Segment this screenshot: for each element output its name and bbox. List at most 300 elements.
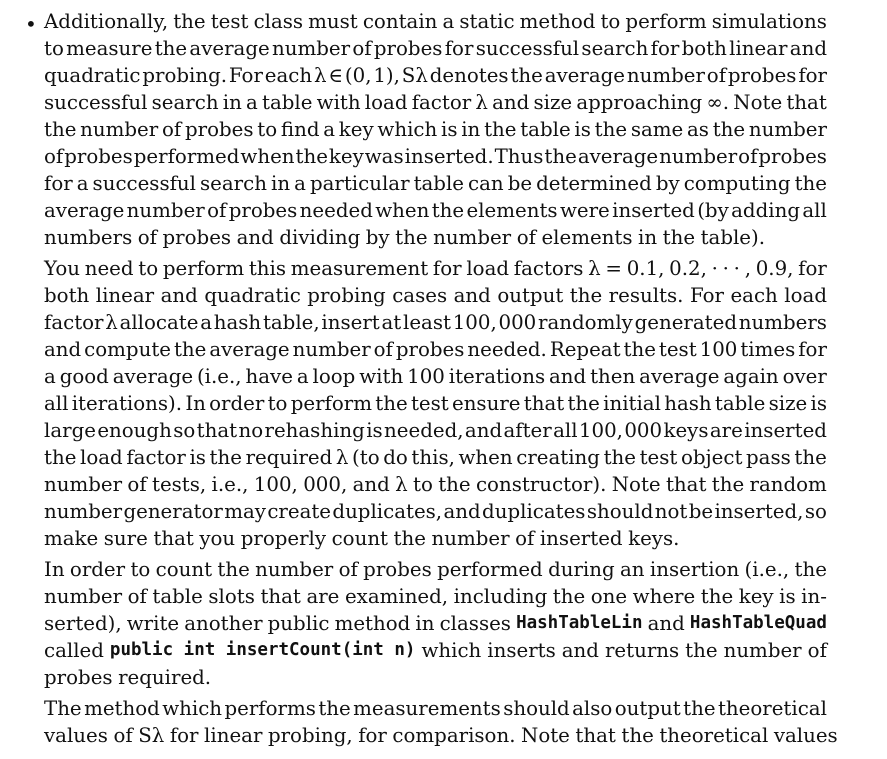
word: factor (411, 91, 472, 114)
word: λ (395, 473, 408, 496)
word: order (209, 392, 265, 415)
word: search (151, 91, 219, 114)
word: · (722, 257, 729, 280)
word: For (228, 64, 263, 87)
word: and (647, 612, 685, 635)
word: (by (697, 199, 729, 222)
word: results. (608, 284, 684, 307)
word: where (632, 585, 696, 608)
text-line (44, 610, 827, 637)
word: average (112, 365, 194, 388)
word: so (804, 500, 827, 523)
word: successful (44, 91, 148, 114)
word: number (126, 199, 205, 222)
word: is (441, 118, 458, 141)
word: is (574, 118, 591, 141)
word: method (519, 10, 596, 33)
word: the (510, 64, 543, 87)
word: Sλ (401, 64, 428, 87)
word: to (257, 118, 278, 141)
word: randomly (538, 311, 633, 334)
word: public (267, 612, 330, 635)
word: insertion (649, 558, 740, 581)
word: that (196, 419, 238, 442)
word: average (189, 37, 270, 60)
word: table (413, 172, 465, 195)
word: perform (290, 392, 373, 415)
word: was (364, 145, 404, 168)
word: probes (184, 118, 254, 141)
word: inserted. (404, 145, 494, 168)
word: and (464, 419, 503, 442)
word: average (639, 365, 720, 388)
word: method (84, 697, 160, 720)
word: times (740, 338, 796, 361)
word: ensure (451, 392, 521, 415)
word: are (306, 585, 340, 608)
word: measure (66, 37, 153, 60)
word: count (155, 558, 213, 581)
word: again (723, 365, 779, 388)
word: 000 (498, 311, 537, 334)
word: by (655, 172, 680, 195)
word: to (600, 10, 621, 33)
word: particular (309, 172, 410, 195)
word: a (442, 10, 455, 33)
text-line (44, 170, 827, 197)
text-line (44, 255, 827, 282)
word: average (209, 338, 290, 361)
word: for (444, 37, 474, 60)
paragraph-insert-count (44, 556, 827, 691)
word: 100, (578, 419, 623, 442)
word: probes (373, 37, 443, 60)
word: be (688, 500, 714, 523)
word: tests, (152, 473, 207, 496)
word: hash (664, 392, 712, 415)
code-term: HashTableLin (516, 613, 643, 633)
word: 100, (253, 473, 298, 496)
word: , (744, 257, 751, 280)
word: number (255, 558, 334, 581)
word: successful (475, 37, 580, 60)
word: · (711, 257, 718, 280)
word: create (267, 500, 332, 523)
word: factor (126, 446, 186, 469)
word: output (614, 697, 681, 720)
word: table (262, 91, 313, 114)
word: linear (204, 724, 263, 747)
word: in (461, 118, 481, 141)
word: in- (801, 585, 827, 608)
word: write (126, 612, 180, 635)
word: to (130, 558, 151, 581)
word: should (503, 697, 570, 720)
word: should (586, 500, 654, 523)
word: The (44, 697, 82, 720)
word: Thus (494, 145, 544, 168)
word: values (773, 724, 838, 747)
word: number (44, 585, 123, 608)
word: not (654, 500, 688, 523)
text-line (44, 695, 827, 722)
word: elements (541, 226, 633, 249)
word: returns (604, 639, 680, 662)
word: For (689, 284, 724, 307)
text-line (44, 637, 827, 664)
word: probes (64, 145, 133, 168)
word: for (798, 64, 827, 87)
word: so (173, 419, 196, 442)
word: number (44, 500, 123, 523)
word: were (559, 199, 610, 222)
word: all (44, 392, 69, 415)
word: denotes (429, 64, 509, 87)
word: hash (213, 311, 262, 334)
word: i.e., (211, 473, 249, 496)
word: the (173, 10, 206, 33)
word: with (316, 91, 361, 114)
word: inserted, (714, 500, 804, 523)
word: number (80, 118, 159, 141)
word: iterations (448, 365, 546, 388)
word: both (681, 37, 727, 60)
word: needed. (467, 338, 547, 361)
word: the (794, 446, 827, 469)
word: this, (411, 446, 455, 469)
word: the (484, 118, 517, 141)
word: called (44, 639, 104, 662)
word: the (209, 446, 242, 469)
word: 1), (373, 64, 400, 87)
word: keys (663, 419, 709, 442)
word: same (630, 118, 684, 141)
word: table (714, 392, 766, 415)
word: this (248, 257, 287, 280)
word: number (292, 338, 371, 361)
word: allocate (119, 311, 199, 334)
word: inserted (539, 527, 623, 550)
word: λ (335, 446, 349, 469)
word: load (466, 257, 510, 280)
text-line (44, 498, 827, 525)
word: quadratic (204, 284, 301, 307)
word: for (432, 257, 462, 280)
word: of (127, 585, 147, 608)
word: during (548, 558, 615, 581)
word: each (264, 64, 313, 87)
word: required. (118, 666, 212, 689)
word: numbers (738, 311, 827, 334)
text-line (44, 471, 827, 498)
word: probes (363, 558, 432, 581)
word: the (217, 558, 250, 581)
word: measurements (353, 697, 501, 720)
word: needed (299, 199, 373, 222)
word: keys. (628, 527, 680, 550)
word: probes (228, 199, 298, 222)
word: of (515, 527, 535, 550)
word: 0.9, (755, 257, 794, 280)
word: key (338, 118, 374, 141)
word: and (492, 91, 530, 114)
word: factors (513, 257, 584, 280)
text-line (44, 556, 827, 583)
word: including (453, 585, 548, 608)
word: also (572, 697, 613, 720)
word: table). (700, 226, 766, 249)
word: one (590, 585, 628, 608)
word: by (365, 226, 390, 249)
word: number (431, 527, 510, 550)
word: needed, (384, 419, 464, 442)
word: theoretical (717, 697, 827, 720)
word: that (575, 724, 616, 747)
word: sure (103, 527, 148, 550)
text-line (44, 417, 827, 444)
word: Note (521, 724, 570, 747)
word: the (44, 446, 77, 469)
word: for (650, 37, 680, 60)
word: and (44, 338, 82, 361)
word: creating (516, 446, 600, 469)
word: to (138, 257, 159, 280)
word: is (810, 392, 827, 415)
word: Note (611, 473, 661, 496)
word: that (523, 392, 565, 415)
word: for (358, 724, 387, 747)
word: after (503, 419, 552, 442)
word: You (44, 257, 80, 280)
word: for (169, 724, 199, 747)
word: table (152, 585, 203, 608)
word: simulations (711, 10, 827, 33)
word: must (308, 10, 358, 33)
word: iterations). (71, 392, 183, 415)
word: the (712, 118, 746, 141)
word: and (561, 639, 599, 662)
word: of (706, 64, 727, 87)
word: (0, (344, 64, 372, 87)
word: make (44, 527, 99, 550)
word: of (738, 145, 758, 168)
word: method (334, 612, 411, 635)
word: enough (97, 419, 172, 442)
word: of (161, 118, 182, 141)
word: the (567, 392, 600, 415)
word: and (789, 37, 827, 60)
word: theoretical (659, 724, 769, 747)
word: which (162, 697, 223, 720)
word: and (549, 365, 587, 388)
word: each (730, 284, 778, 307)
word: test (658, 338, 697, 361)
word: performed (133, 145, 240, 168)
word: be (507, 172, 533, 195)
code-term: HashTableQuad (689, 613, 827, 633)
word: with (359, 365, 404, 388)
word: when (375, 199, 430, 222)
text-line (44, 583, 827, 610)
word: perform (162, 257, 245, 280)
word: adding (731, 199, 800, 222)
word: determined (536, 172, 652, 195)
word: 100, (452, 311, 497, 334)
word: values (44, 724, 108, 747)
word: size (768, 392, 808, 415)
word: linear (95, 284, 155, 307)
word: of (516, 226, 536, 249)
word: factor (44, 311, 104, 334)
word: number (626, 64, 705, 87)
word: a (76, 172, 89, 195)
word: the (552, 585, 586, 608)
word: of (44, 145, 64, 168)
word: λ (475, 91, 488, 114)
text-line (44, 224, 827, 251)
word: the (594, 118, 628, 141)
word: (i.e., (196, 365, 242, 388)
word: of (352, 37, 372, 60)
word: load (784, 284, 827, 307)
text-line (44, 525, 827, 552)
text-line (44, 8, 827, 35)
word: Sλ (138, 724, 165, 747)
text-line (44, 363, 827, 390)
word: constructor). (475, 473, 607, 496)
word: large (44, 419, 96, 442)
word: (i.e., (744, 558, 790, 581)
paragraph-measurement-procedure (44, 255, 827, 552)
word: the (438, 473, 471, 496)
word: least (403, 311, 451, 334)
word: insert (321, 311, 380, 334)
word: can (468, 172, 504, 195)
text-line (44, 309, 827, 336)
word: another (184, 612, 263, 635)
word: all (553, 419, 578, 442)
word: good (59, 365, 109, 388)
word: generated (634, 311, 737, 334)
word: and (352, 473, 390, 496)
word: the (173, 338, 207, 361)
text-line (44, 722, 838, 749)
word: initial (603, 392, 661, 415)
word: count (331, 527, 389, 550)
word: and (453, 284, 491, 307)
word: an (620, 558, 645, 581)
word: search (200, 172, 267, 195)
word: measurement (290, 257, 429, 280)
word: number (659, 145, 738, 168)
word: ∞. (706, 91, 730, 114)
word: serted), (44, 612, 122, 635)
word: the (154, 37, 188, 60)
word: required (245, 446, 333, 469)
word: you (199, 527, 236, 550)
word: at (381, 311, 402, 334)
word: that (260, 585, 301, 608)
word: probes (395, 338, 465, 361)
word: compute (84, 338, 171, 361)
word: number (433, 226, 512, 249)
word: table (520, 118, 571, 141)
word: pass (746, 446, 791, 469)
word: load (364, 91, 408, 114)
word: of (127, 473, 147, 496)
word: probes (44, 666, 113, 689)
word: probes (162, 226, 232, 249)
text-line (44, 116, 827, 143)
word: that (665, 473, 707, 496)
word: search (581, 37, 649, 60)
text-line (44, 35, 827, 62)
word: a (294, 172, 306, 195)
word: the (623, 338, 656, 361)
word: both (44, 284, 90, 307)
word: number (44, 473, 123, 496)
word: when (240, 145, 295, 168)
word: key (738, 585, 774, 608)
word: 000 (624, 419, 663, 442)
word: · (733, 257, 740, 280)
word: probing, (267, 724, 353, 747)
paragraph-simulation-intro (44, 8, 827, 251)
word: = (605, 257, 622, 280)
word: of (207, 199, 227, 222)
word: numbers (44, 226, 133, 249)
word: the (700, 585, 734, 608)
word: contain (362, 10, 438, 33)
word: slots (208, 585, 255, 608)
word: examined, (344, 585, 449, 608)
word: probing (307, 284, 386, 307)
word: the (603, 446, 636, 469)
word: the (393, 527, 426, 550)
word: have (245, 365, 293, 388)
word: is (189, 446, 206, 469)
bullet-marker: • (25, 12, 37, 36)
word: the (711, 473, 745, 496)
text-line (44, 444, 827, 471)
text-line (44, 62, 827, 89)
paragraph-theoretical-values (44, 695, 838, 749)
word: and (236, 226, 274, 249)
word: and (160, 284, 198, 307)
word: 100 (699, 338, 738, 361)
word: number (723, 639, 802, 662)
word: in (638, 226, 658, 249)
word: of (113, 724, 133, 747)
word: performed (437, 558, 543, 581)
word: for (798, 338, 827, 361)
word: the (44, 118, 77, 141)
word: key (328, 145, 364, 168)
word: as (686, 118, 709, 141)
word: average (44, 199, 125, 222)
word: λ (313, 64, 327, 87)
word: generator (123, 500, 223, 523)
word: over (782, 365, 827, 388)
word: the (683, 697, 716, 720)
word: a (323, 118, 336, 141)
word: Additionally, (44, 10, 169, 33)
word: Repeat (549, 338, 621, 361)
word: in (271, 172, 291, 195)
word: and (443, 500, 481, 523)
word: loop (312, 365, 356, 388)
word: inserts (487, 639, 556, 662)
